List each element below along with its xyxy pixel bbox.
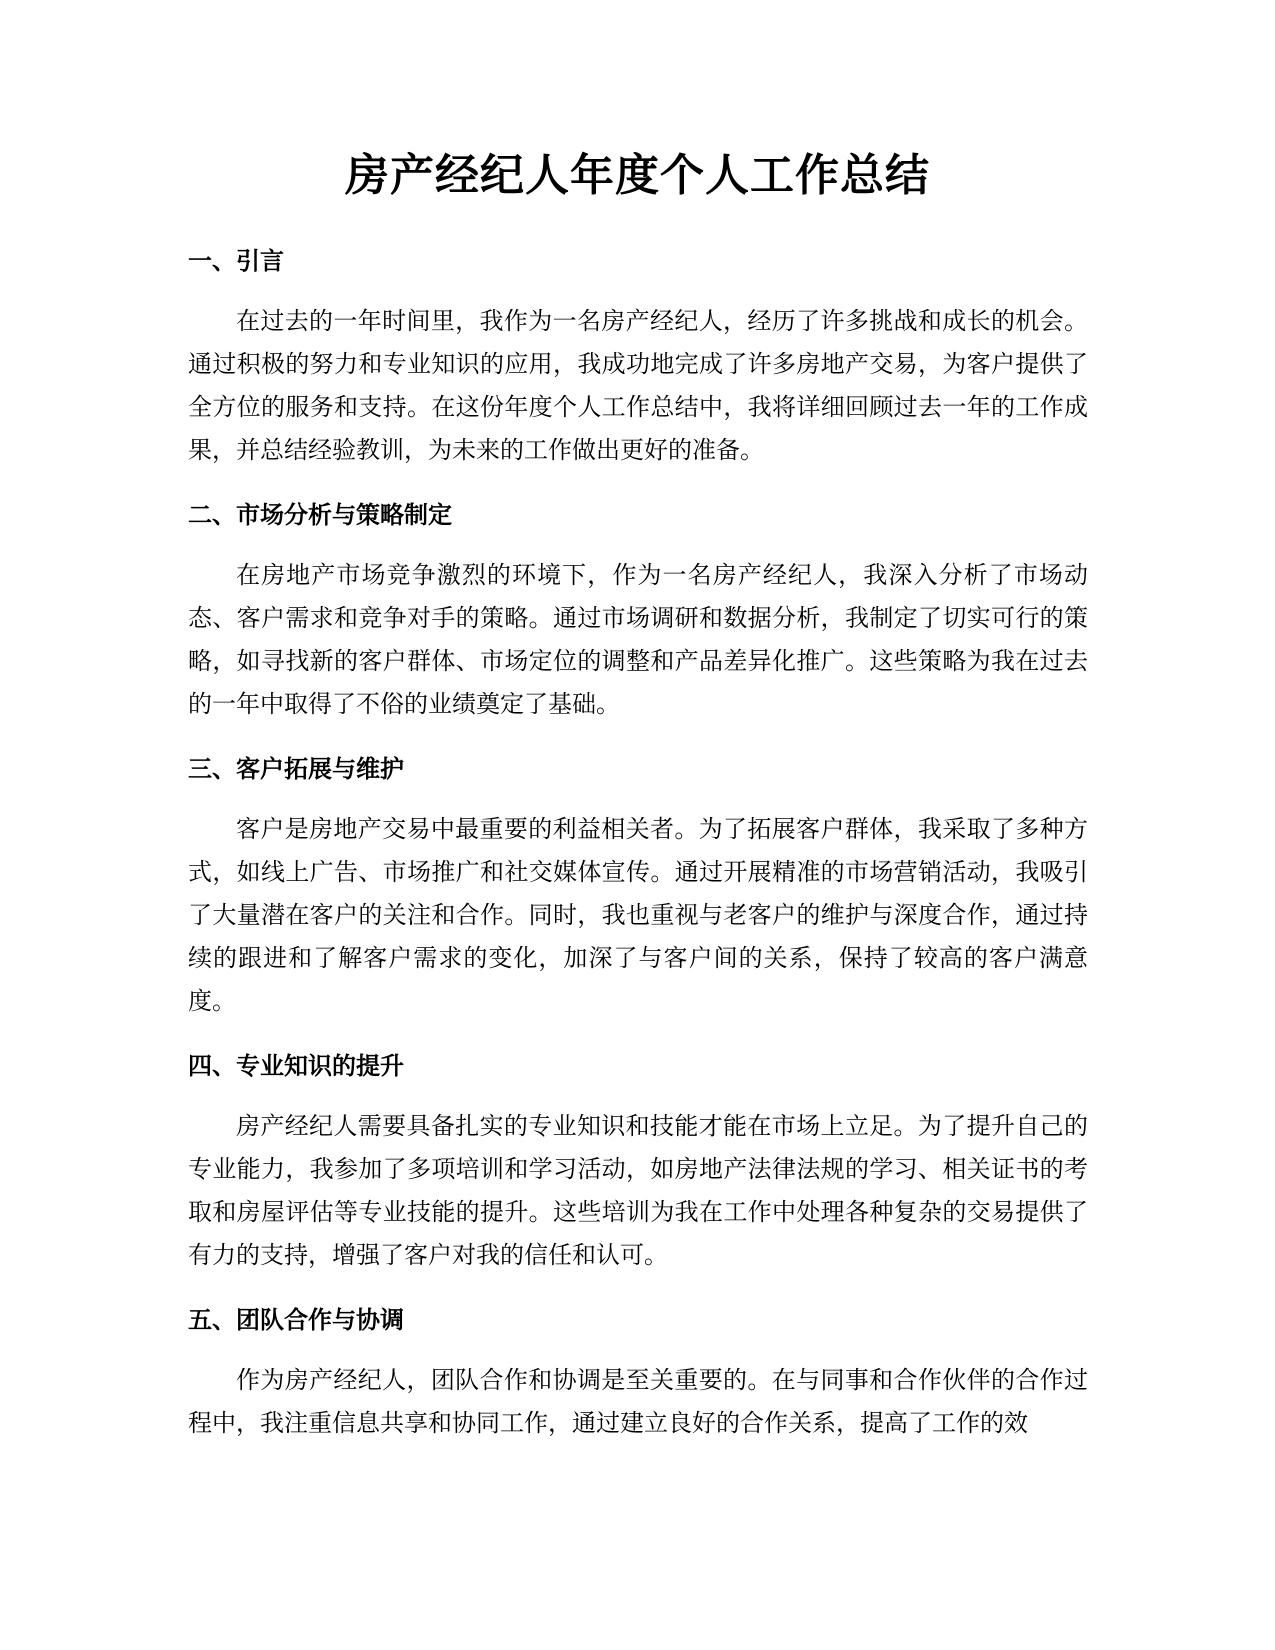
- section-client-development: [188, 754, 1088, 1023]
- section-paragraph: 在房地产市场竞争激烈的环境下，作为一名房产经纪人，我深入分析了市场动态、客户需求和竞争对手的策略。通过市场调研和数据分析，我制定了切实可行的策略，如寻找新的客户群体、市场定位的调整和产品差异化推广。这些策略为我在过去的一年中取得了不俗的业绩奠定了基础。: [188, 561, 1088, 718]
- section-paragraph: 房产经纪人需要具备扎实的专业知识和技能才能在市场上立足。为了提升自己的专业能力，我参加了多项培训和学习活动，如房地产法律法规的学习、相关证书的考取和房屋评估等专业技能的提升。这些培训为我在工作中处理各种复杂的交易提供了有力的支持，增强了客户对我的信任和认可。: [188, 1112, 1088, 1269]
- document-title: 房产经纪人年度个人工作总结: [345, 150, 930, 201]
- section-paragraph: 在过去的一年时间里，我作为一名房产经纪人，经历了许多挑战和成长的机会。通过积极的努力和专业知识的应用，我成功地完成了许多房地产交易，为客户提供了全方位的服务和支持。在这份年度个人工作总结中，我将详细回顾过去一年的工作成果，并总结经验教训，为未来的工作做出更好的准备。: [188, 307, 1088, 464]
- section-professional-knowledge: [188, 1051, 1088, 1277]
- section-market-analysis: [188, 500, 1088, 726]
- section-heading: 一、引言: [188, 247, 284, 275]
- section-paragraph: 客户是房地产交易中最重要的利益相关者。为了拓展客户群体，我采取了多种方式，如线上广告、市场推广和社交媒体宣传。通过开展精准的市场营销活动，我吸引了大量潜在客户的关注和合作。同时，我也重视与老客户的维护与深度合作，通过持续的跟进和了解客户需求的变化，加深了与客户间的关系，保持了较高的客户满意度。: [188, 815, 1088, 1015]
- section-heading: 四、专业知识的提升: [188, 1052, 404, 1080]
- section-introduction: [188, 246, 1088, 472]
- section-teamwork: [188, 1305, 1088, 1445]
- section-paragraph: 作为房产经纪人，团队合作和协调是至关重要的。在与同事和合作伙伴的合作过程中，我注重信息共享和协同工作，通过建立良好的合作关系，提高了工作的效: [188, 1366, 1088, 1437]
- section-heading: 三、客户拓展与维护: [188, 755, 404, 783]
- document-body: [188, 246, 1088, 1473]
- section-heading: 五、团队合作与协调: [188, 1306, 404, 1334]
- section-heading: 二、市场分析与策略制定: [188, 501, 452, 529]
